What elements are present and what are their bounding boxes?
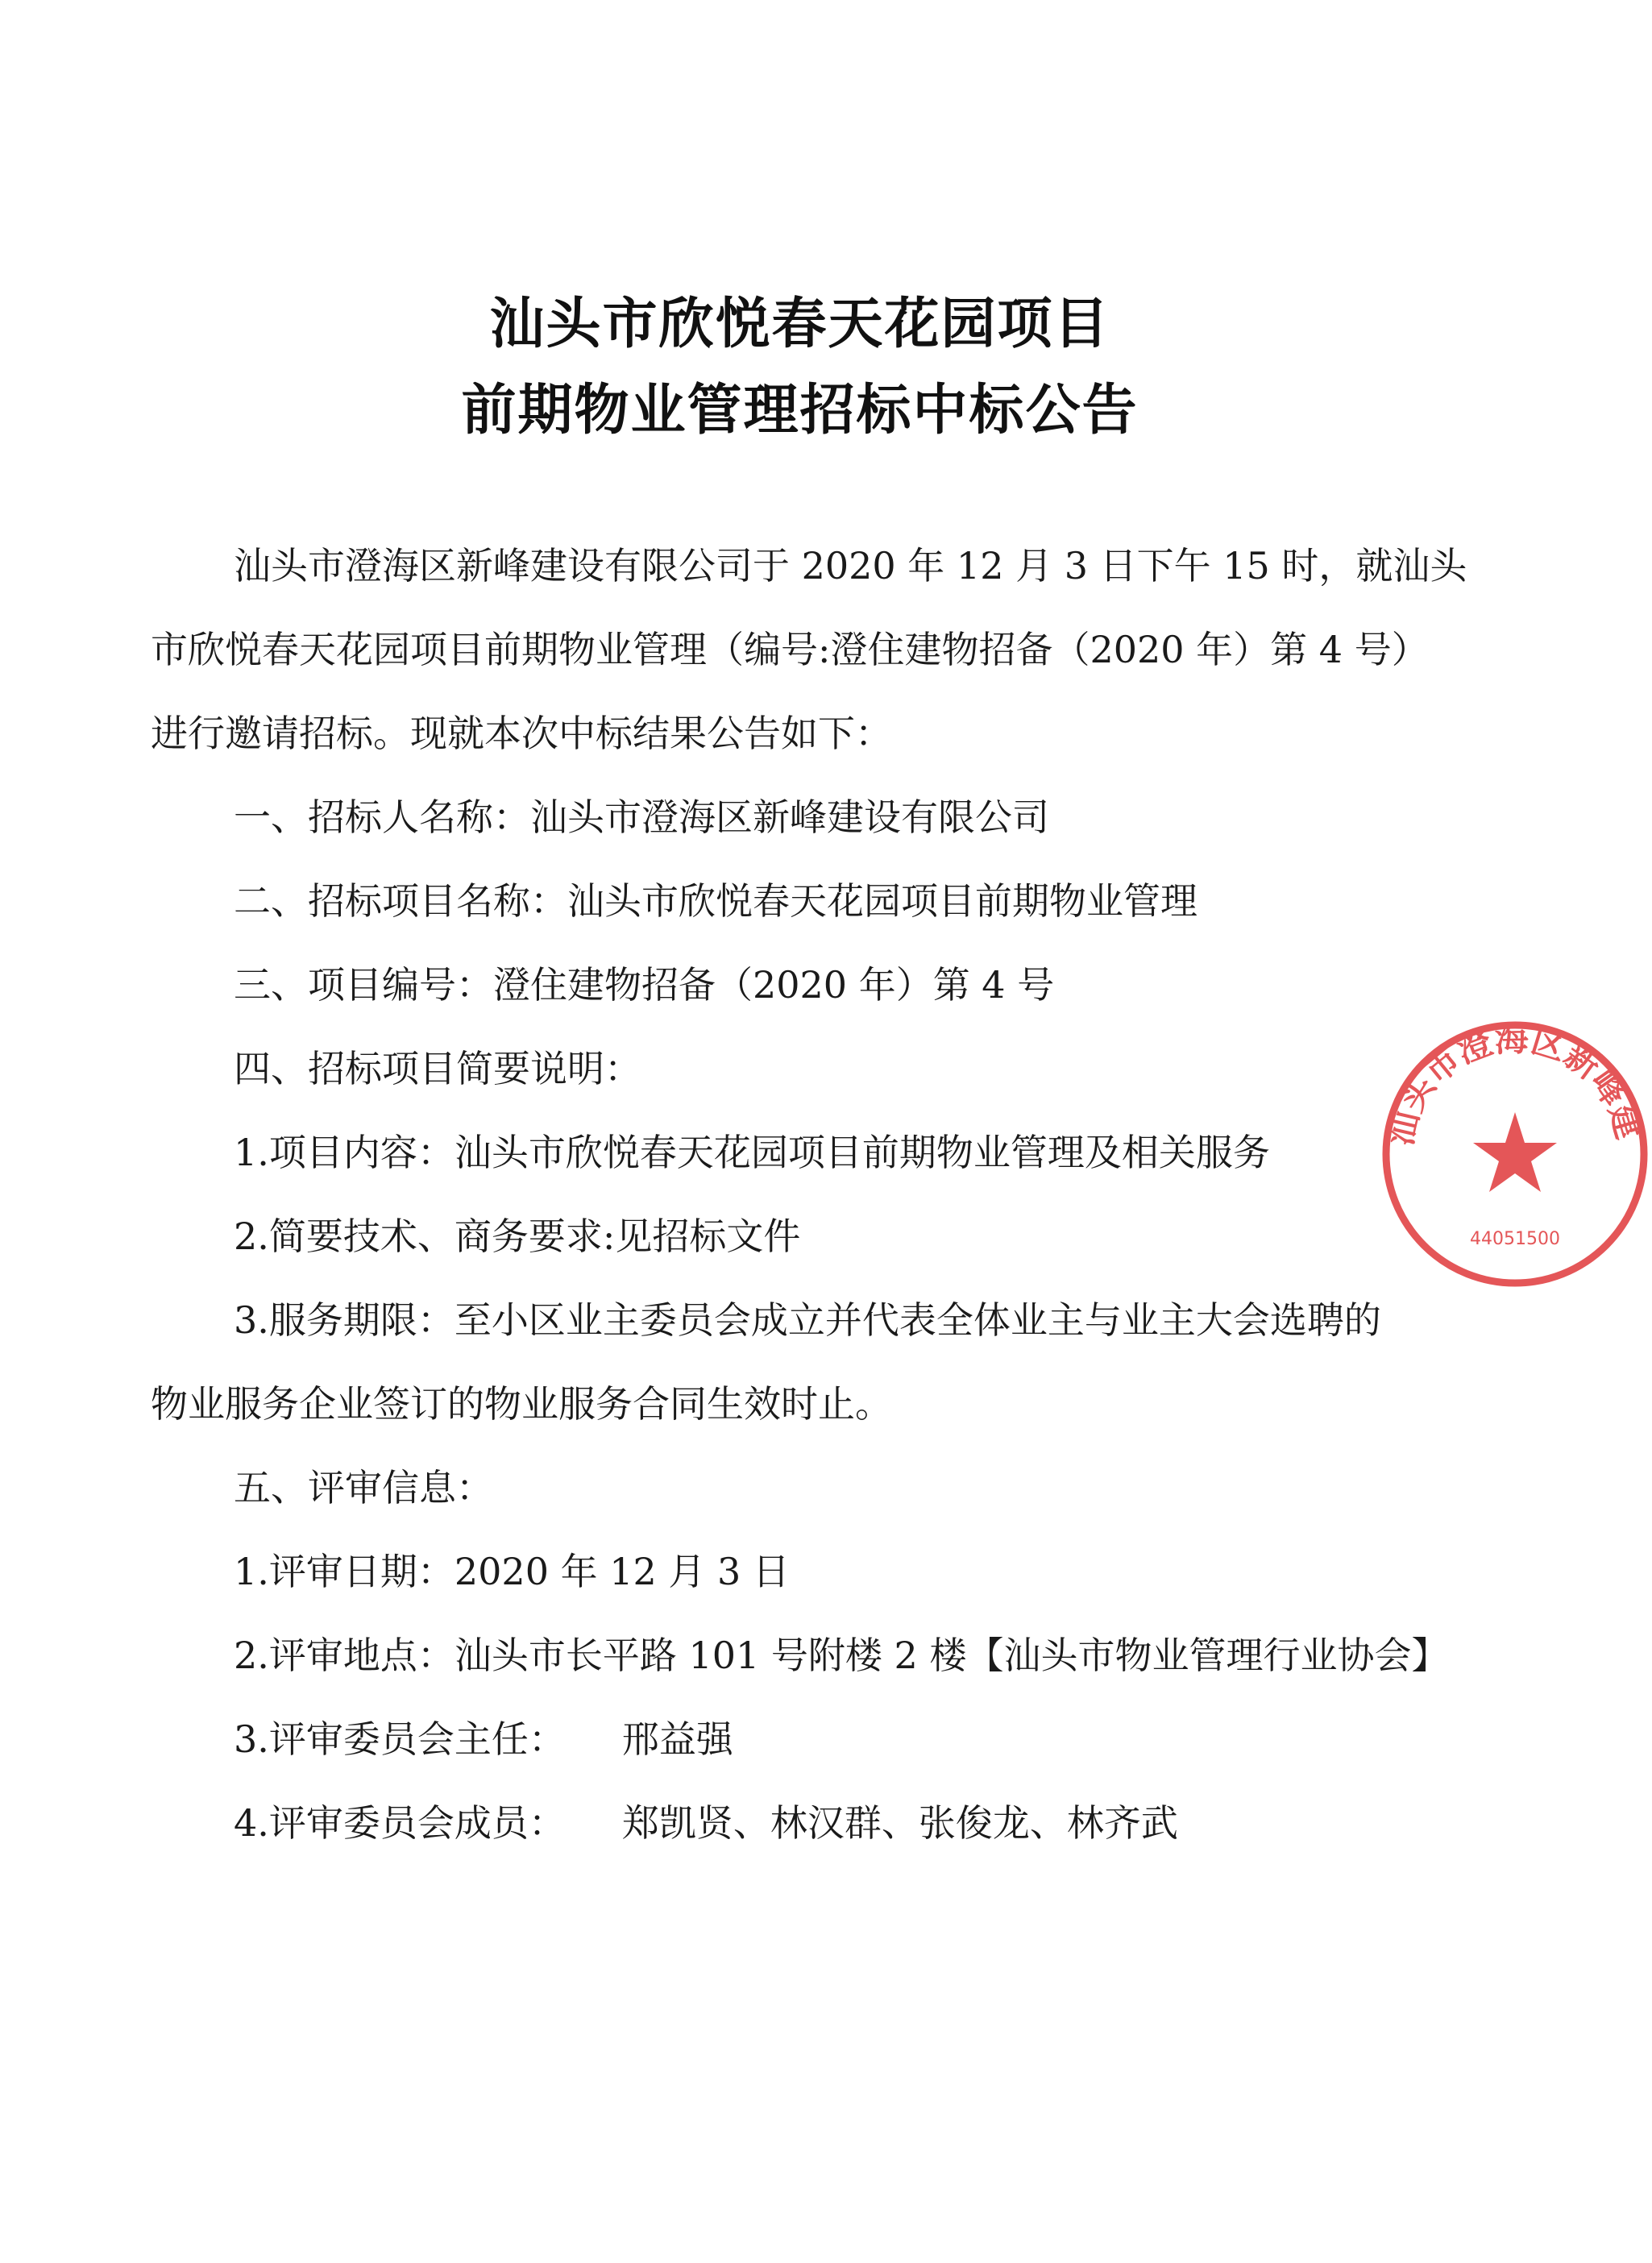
review-members-names: 郑凯贤、林汉群、张俊龙、林齐武 [621, 1801, 1178, 1845]
notice-title-line-1: 汕头市欣悦春天花园项目 [489, 293, 1110, 356]
brief-project-content: 1.项目内容：汕头市欣悦春天花园项目前期物业管理及相关服务 [234, 1131, 1270, 1174]
review-location: 2.评审地点：汕头市长平路 101 号附楼 2 楼【汕头市物业管理行业协会】 [234, 1634, 1449, 1677]
section-project-brief-heading: 四、招标项目简要说明： [234, 1047, 641, 1090]
intro-line-2: 市欣悦春天花园项目前期物业管理（编号:澄住建物招备（2020 年）第 4 号） [151, 628, 1429, 671]
brief-requirements: 2.简要技术、商务要求:见招标文件 [234, 1215, 801, 1258]
review-date: 1.评审日期：2020 年 12 月 3 日 [234, 1550, 790, 1593]
review-members [234, 1799, 1178, 1847]
brief-service-period-line-1: 3.服务期限：至小区业主委员会成立并代表全体业主与业主大会选聘的 [234, 1298, 1381, 1342]
seal-star-icon [1473, 1112, 1557, 1192]
section-review-heading: 五、评审信息： [234, 1466, 493, 1509]
section-tenderer-name: 一、招标人名称：汕头市澄海区新峰建设有限公司 [234, 795, 1049, 839]
intro-line-1: 汕头市澄海区新峰建设有限公司于 2020 年 12 月 3 日下午 15 时，就汕头 [234, 544, 1467, 588]
intro-line-3: 进行邀请招标。现就本次中标结果公告如下： [151, 712, 892, 755]
seal-arc-text: 汕头市澄海区新峰建 [1380, 1019, 1650, 1149]
review-members-label: 4.评审委员会成员： [234, 1801, 566, 1845]
review-chair-name: 邢益强 [621, 1717, 733, 1761]
review-chair-label: 3.评审委员会主任： [234, 1717, 566, 1761]
company-seal-stamp [1378, 1017, 1652, 1291]
seal-code-text: 44051500 [1470, 1229, 1560, 1249]
brief-service-period-line-2: 物业服务企业签订的物业服务合同生效时止。 [151, 1382, 892, 1426]
seal-graphic [1378, 1017, 1652, 1291]
notice-title-line-2: 前期物业管理招标中标公告 [461, 379, 1139, 442]
review-chair [234, 1715, 733, 1763]
section-project-name: 二、招标项目名称：汕头市欣悦春天花园项目前期物业管理 [234, 879, 1197, 923]
section-project-number: 三、项目编号：澄住建物招备（2020 年）第 4 号 [234, 963, 1055, 1007]
